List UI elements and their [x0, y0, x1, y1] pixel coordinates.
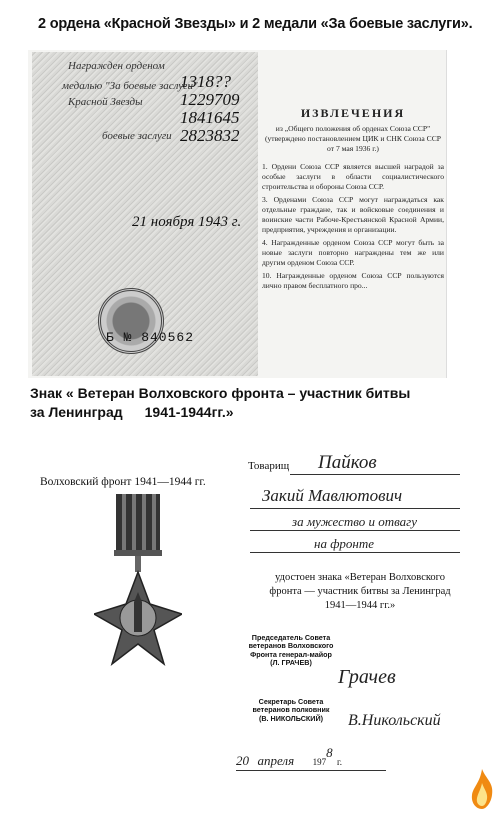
tovarisch-label: Товарищ [248, 460, 290, 472]
extract-paragraph: 4. Награжденные орденом Союза ССР могут быть за новые заслуги повторно награждены тем же или другим орденом Союза ССР. [262, 238, 444, 267]
rule [290, 474, 460, 475]
date-day: 20 [236, 753, 249, 768]
date-suffix: г. [337, 757, 342, 767]
order-number: 1229709 [180, 90, 240, 109]
date-month: апреля [257, 753, 295, 768]
extract-paragraph: 10. Награжденные орденом Союза ССР пользуются лично правом бесплатного про... [262, 271, 444, 290]
issue-date [236, 745, 342, 770]
order-date: 21 ноября 1943 г. [132, 214, 242, 230]
order-number: 2823832 [180, 126, 240, 145]
heading-orders: 2 ордена «Красной Звезды» и 2 медали «За боевые заслуги». [38, 16, 473, 32]
rule [250, 508, 460, 509]
award-reason-2: на фронте [314, 536, 375, 551]
front-label: Волховский фронт 1941—1944 гг. [40, 476, 206, 488]
veteran-medal-image [94, 494, 182, 674]
extract-title: ИЗВЛЕЧЕНИЯ [300, 106, 406, 120]
extract-text [262, 108, 444, 294]
rule [250, 530, 460, 531]
order-serial: Б № 840562 [106, 330, 195, 345]
date-year-digit: 8 [326, 745, 333, 760]
chair-signature: Грачев [338, 666, 396, 688]
order-line: боевые заслуги [102, 130, 172, 142]
heading-line-1: Знак « Ветеран Волховского фронта – участник битвы [30, 385, 411, 401]
secretary-signature: В.Никольский [348, 712, 441, 729]
order-line: Награжден орденом [68, 60, 165, 72]
award-reason-1: за мужество и отвагу [292, 514, 417, 529]
certificate-body: удостоен знака «Ветеран Волховского фронта — участник битвы за Ленинград 1941—1944 гг.» [269, 572, 451, 611]
recipient-surname: Пайков [318, 452, 377, 473]
extract-paragraph: 1. Ордени Союзa ССР является высшей наградой за особые заслуги в области социалистического строительства и обороны Союза ССР. [262, 162, 444, 191]
rule [250, 552, 460, 553]
order-number: 1841645 [180, 108, 240, 127]
order-book-left-page [32, 52, 258, 376]
chair-title: Председатель Совета ветеранов Волховского Фронта генерал-майор (Л. ГРАЧЕВ) [248, 633, 334, 668]
extract-paragraph: 3. Орденами Союза ССР могут награждаться как отдельные граждане, так и войсковые соединения и воинские части Рабоче-Крестьянской Красной Армии, предприятия, учреждения и организации. [262, 195, 444, 234]
heading-veteran-badge [30, 384, 470, 422]
extract-subtitle: из „Общего положения об орденах Союза ССР" (утверждено постановлением ЦИК и СНК Союза ССР от 7 мая 1936 г.) [264, 124, 442, 153]
date-year-prefix: 197 [312, 757, 327, 767]
recipient-name: Закий Мавлютович [262, 486, 403, 505]
order-line: медалью "За боевые заслуги" [62, 80, 198, 92]
rule [236, 770, 386, 771]
heading-line-2: за Ленинград 1941-1944гг.» [30, 404, 234, 420]
secretary-title: Секретарь Совета ветеранов полковник (В. НИКОЛЬСКИЙ) [252, 697, 330, 723]
order-line: Красной Звезды [68, 96, 143, 108]
flame-icon [470, 769, 494, 809]
order-number: 1318?? [180, 72, 231, 91]
